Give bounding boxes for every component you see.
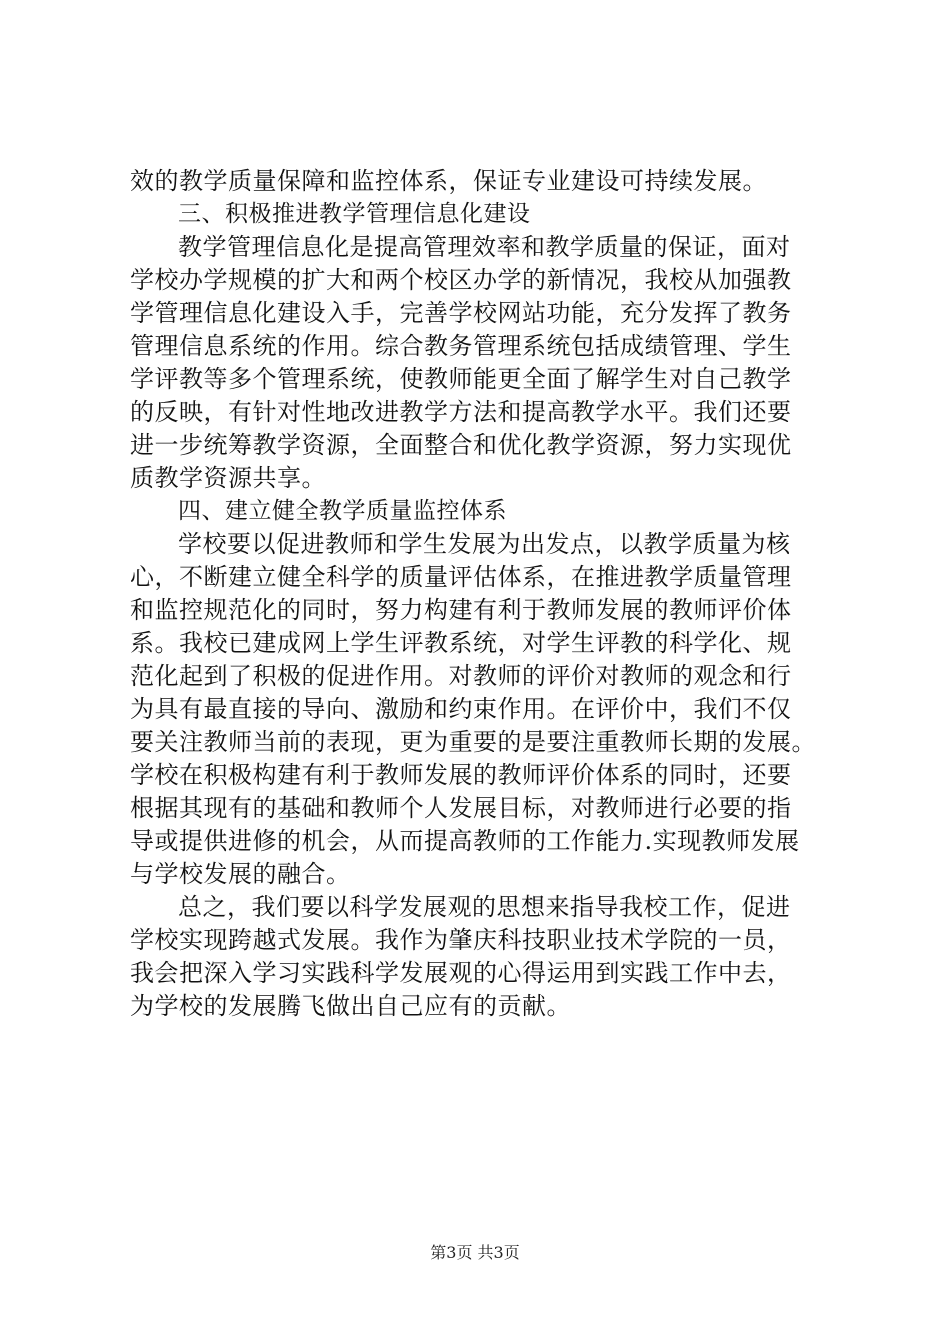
text-line: 为具有最直接的导向、激励和约束作用。在评价中，我们不仅: [130, 695, 792, 723]
text-line: 与学校发展的融合。: [130, 860, 351, 888]
text-line: 导或提供进修的机会，从而提高教师的工作能力.实现教师发展: [130, 827, 800, 855]
text-line: 心，不断建立健全科学的质量评估体系，在推进教学质量管理: [130, 563, 792, 591]
text-line: 效的教学质量保障和监控体系，保证专业建设可持续发展。: [130, 167, 767, 195]
text-line: 学评教等多个管理系统，使教师能更全面了解学生对自己教学: [130, 365, 792, 393]
text-line: 进一步统筹教学资源，全面整合和优化教学资源，努力实现优: [130, 431, 792, 459]
page-footer: 第3页 共3页: [430, 1243, 520, 1262]
section-heading: 四、建立健全教学质量监控体系: [178, 498, 507, 524]
text-line: 根据其现有的基础和教师个人发展目标，对教师进行必要的指: [130, 794, 792, 822]
document-body: [130, 165, 835, 1023]
section-heading: 三、积极推进教学管理信息化建设: [178, 201, 531, 227]
text-line: 范化起到了积极的促进作用。对教师的评价对教师的观念和行: [130, 662, 792, 690]
text-line: 学校实现跨越式发展。我作为肇庆科技职业技术学院的一员，: [130, 926, 792, 954]
text-line: 和监控规范化的同时，努力构建有利于教师发展的教师评价体: [130, 596, 792, 624]
text-line: 学管理信息化建设入手，完善学校网站功能，充分发挥了教务: [130, 299, 792, 327]
text-line: 的反映，有针对性地改进教学方法和提高教学水平。我们还要: [130, 398, 792, 426]
text-line: 学校办学规模的扩大和两个校区办学的新情况，我校从加强教: [130, 266, 792, 294]
text-line: 学校在积极构建有利于教师发展的教师评价体系的同时，还要: [130, 761, 792, 789]
text-line: 质教学资源共享。: [130, 464, 326, 492]
text-line: 我会把深入学习实践科学发展观的心得运用到实践工作中去，: [130, 959, 792, 987]
text-line: 为学校的发展腾飞做出自己应有的贡献。: [130, 992, 571, 1020]
text-line: 教学管理信息化是提高管理效率和教学质量的保证，面对: [178, 233, 791, 261]
text-line: 学校要以促进教师和学生发展为出发点，以教学质量为核: [178, 530, 791, 558]
text-line: 总之，我们要以科学发展观的思想来指导我校工作，促进: [178, 893, 791, 921]
text-line: 系。我校已建成网上学生评教系统，对学生评教的科学化、规: [130, 629, 792, 657]
text-line: 管理信息系统的作用。综合教务管理系统包括成绩管理、学生: [130, 332, 792, 360]
text-line: 要关注教师当前的表现，更为重要的是要注重教师长期的发展。: [130, 728, 816, 756]
